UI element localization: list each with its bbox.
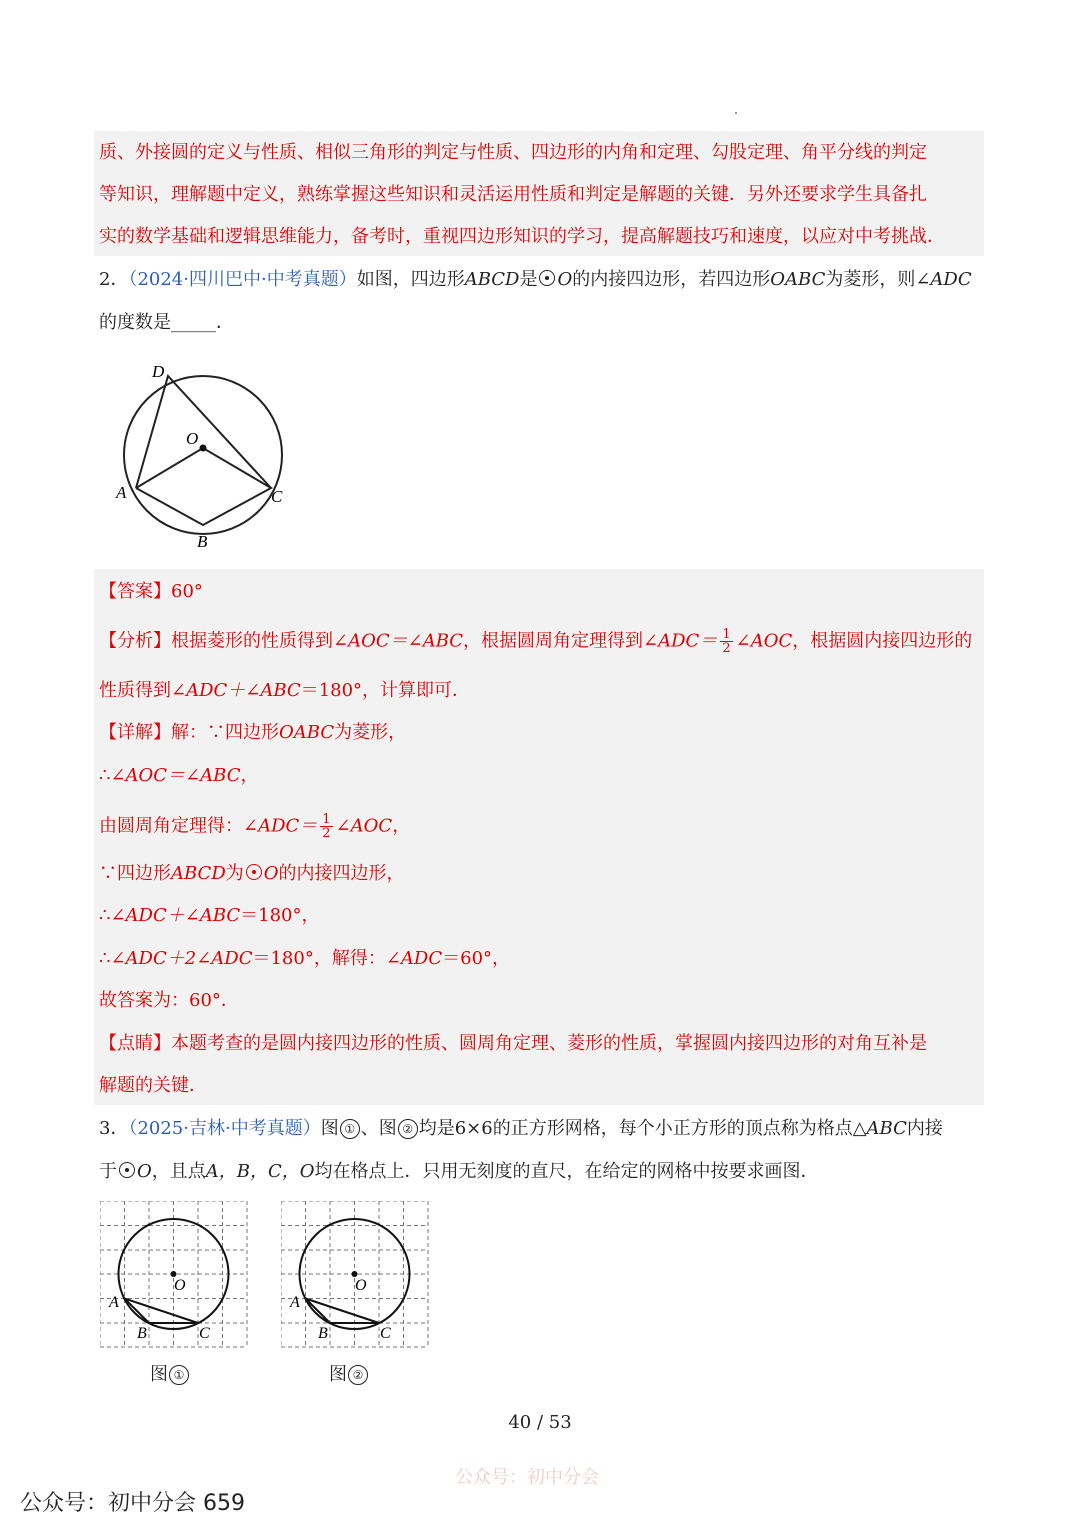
detail-expr: ∠ADC＝ — [243, 815, 318, 837]
caption-number: ② — [348, 1365, 368, 1385]
detail-tag: 【详解】 — [99, 722, 171, 743]
detail-line-1 — [99, 721, 406, 745]
frac-den: 2 — [322, 826, 331, 841]
scan-dot — [735, 112, 737, 114]
fraction-half — [720, 628, 732, 655]
detail-text: ＝180°， — [240, 905, 320, 926]
detail-expr: ∠ADC — [385, 948, 443, 969]
circled-number-2: ② — [398, 1119, 418, 1139]
q3-stem-text: 内接 — [906, 1118, 943, 1139]
fraction-half — [320, 813, 332, 840]
figure-2-caption — [329, 1360, 369, 1386]
intro-line-2: 等知识，理解题中定义，熟练掌握这些知识和灵活运用性质和判定是解题的关键．另外还要求学生具备扎 — [99, 184, 927, 205]
q3-stem-text: 于 — [99, 1161, 117, 1182]
detail-text: 为菱形， — [334, 722, 407, 743]
q3-stem-line-2 — [99, 1160, 819, 1184]
circle-dot-symbol — [246, 864, 262, 880]
analysis-expr: ∠ADC＋∠ABC — [171, 680, 301, 701]
answer-tag: 【答案】 — [99, 581, 171, 602]
caption-number: ① — [169, 1365, 189, 1385]
q3-stem-text: 均是6×6的正方形网格，每个小正方形的顶点称为格点 — [418, 1118, 853, 1139]
analysis-text: 根据菱形的性质得到 — [171, 630, 333, 652]
q3-triangle: △ABC — [852, 1118, 907, 1139]
grid-figure-1 — [100, 1201, 250, 1349]
label-c: C — [199, 1325, 210, 1342]
detail-text: 的内接四边形， — [278, 863, 405, 884]
analysis-tag: 【分析】 — [99, 630, 171, 652]
circle-o — [124, 376, 282, 534]
detail-line-6 — [99, 947, 510, 971]
frac-num: 1 — [722, 627, 731, 642]
detail-text: 为 — [225, 863, 244, 884]
footer-account: 公众号：初中分会 659 — [20, 1491, 245, 1516]
detail-text: 由圆周角定理得： — [99, 815, 243, 837]
label-a: A — [116, 483, 127, 502]
analysis-text: 性质得到 — [99, 680, 171, 701]
comment-tag: 【点睛】 — [99, 1033, 171, 1054]
analysis-line-2 — [99, 679, 470, 703]
q3-stem-text: 均在格点上．只用无刻度的直尺，在给定的网格中按要求画图． — [314, 1161, 819, 1182]
q2-angle-adc: ∠ADC — [915, 269, 972, 290]
analysis-expr: ∠ADC＝ — [643, 630, 718, 652]
detail-expr: ABCD — [171, 863, 226, 884]
q3-stem-line-1 — [99, 1117, 943, 1141]
detail-expr: O — [263, 863, 279, 884]
detail-line-5 — [99, 904, 320, 928]
detail-text: ∵四边形 — [99, 863, 171, 884]
q2-stem-line-2: 的度数是_____． — [99, 312, 234, 333]
detail-line-7: 故答案为：60°． — [99, 990, 239, 1011]
analysis-text: ，根据圆周角定理得到 — [463, 630, 644, 652]
center-point — [200, 445, 207, 452]
q3-points: A，B，C，O — [205, 1161, 315, 1182]
detail-expr: ∠AOC — [335, 815, 393, 837]
label-b: B — [197, 532, 208, 551]
detail-line-3 — [99, 813, 410, 840]
q3-o: O — [137, 1161, 152, 1182]
label-a: A — [290, 1294, 300, 1311]
detail-line-2 — [99, 764, 258, 788]
answer-line — [99, 580, 203, 604]
triangle-abc — [306, 1299, 380, 1324]
label-c: C — [380, 1325, 391, 1342]
watermark: 公众号：初中分会 — [455, 1467, 599, 1488]
detail-expr: OABC — [279, 722, 335, 743]
label-b: B — [318, 1325, 328, 1342]
label-d: D — [152, 362, 165, 381]
detail-text: ， — [392, 815, 411, 837]
q2-source: （2024·四川巴中·中考真题） — [128, 269, 357, 290]
frac-den: 2 — [722, 641, 731, 656]
q2-stem-text: 为菱形，则 — [825, 269, 916, 290]
detail-expr: ∠ADC＋2∠ADC — [110, 948, 253, 969]
detail-expr: ∠ADC＋∠ABC — [110, 905, 241, 926]
analysis-line-1 — [99, 628, 972, 655]
detail-line-4 — [99, 862, 405, 886]
label-b: B — [137, 1325, 147, 1342]
circle-dot-symbol — [119, 1162, 135, 1178]
q3-stem-text: 图 — [320, 1118, 339, 1139]
q3-number: 3． — [99, 1118, 129, 1139]
q2-o: O — [557, 269, 573, 290]
triangle-abc — [125, 1299, 199, 1324]
detail-text: ＝60°， — [442, 948, 511, 969]
rhombus-oabc — [136, 448, 271, 525]
q2-stem-line-1 — [99, 268, 972, 292]
q2-circle-figure — [110, 355, 295, 555]
q3-source: （2025·吉林·中考真题） — [128, 1118, 321, 1139]
q2-number: 2． — [99, 269, 129, 290]
q2-stem-text: 的内接四边形，若四边形 — [572, 269, 771, 290]
comment-line-1 — [99, 1032, 927, 1056]
caption-text: 图 — [150, 1364, 168, 1385]
q2-abcd: ABCD — [464, 269, 520, 290]
intro-line-1: 质、外接圆的定义与性质、相似三角形的判定与性质、四边形的内角和定理、勾股定理、角平分线的判定 — [99, 142, 927, 163]
analysis-text: ，根据圆内接四边形的 — [792, 630, 973, 652]
detail-text: ∴ — [99, 948, 111, 969]
comment-text: 本题考查的是圆内接四边形的性质、圆周角定理、菱形的性质，掌握圆内接四边形的对角互补是 — [171, 1033, 927, 1054]
detail-text: 解：∵四边形 — [171, 722, 279, 743]
figure-1-caption — [150, 1360, 190, 1386]
answer-value: 60° — [171, 581, 203, 602]
q3-stem-text: 、图 — [360, 1118, 397, 1139]
detail-text: ∴ — [99, 905, 111, 926]
grid-figure-2 — [281, 1201, 431, 1349]
circle-dot-symbol — [539, 270, 555, 286]
label-o: O — [186, 429, 199, 448]
analysis-expr: ∠AOC＝∠ABC — [333, 630, 464, 652]
q3-stem-text: ，且点 — [151, 1161, 206, 1182]
label-c: C — [271, 487, 283, 506]
detail-expr: ∠AOC＝∠ABC — [110, 765, 241, 786]
intro-line-3: 实的数学基础和逻辑思维能力，备考时，重视四边形知识的学习，提高解题技巧和速度，以应对中考挑战． — [99, 226, 945, 247]
detail-text: ∴ — [99, 765, 111, 786]
label-a: A — [109, 1294, 119, 1311]
q2-stem-text: 如图，四边形 — [356, 269, 465, 290]
caption-text: 图 — [329, 1364, 347, 1385]
comment-line-2: 解题的关键． — [99, 1075, 207, 1096]
frac-num: 1 — [322, 812, 331, 827]
page-number: 40 / 53 — [508, 1412, 572, 1433]
q2-stem-text: 是 — [519, 269, 538, 290]
analysis-text: ＝180°，计算即可． — [300, 680, 471, 701]
label-o: O — [174, 1277, 186, 1294]
circled-number-1: ① — [340, 1119, 360, 1139]
label-o: O — [355, 1277, 367, 1294]
detail-text: ， — [240, 765, 259, 786]
analysis-expr: ∠AOC — [735, 630, 793, 652]
q2-oabc: OABC — [770, 269, 826, 290]
detail-text: ＝180°，解得： — [252, 948, 386, 969]
